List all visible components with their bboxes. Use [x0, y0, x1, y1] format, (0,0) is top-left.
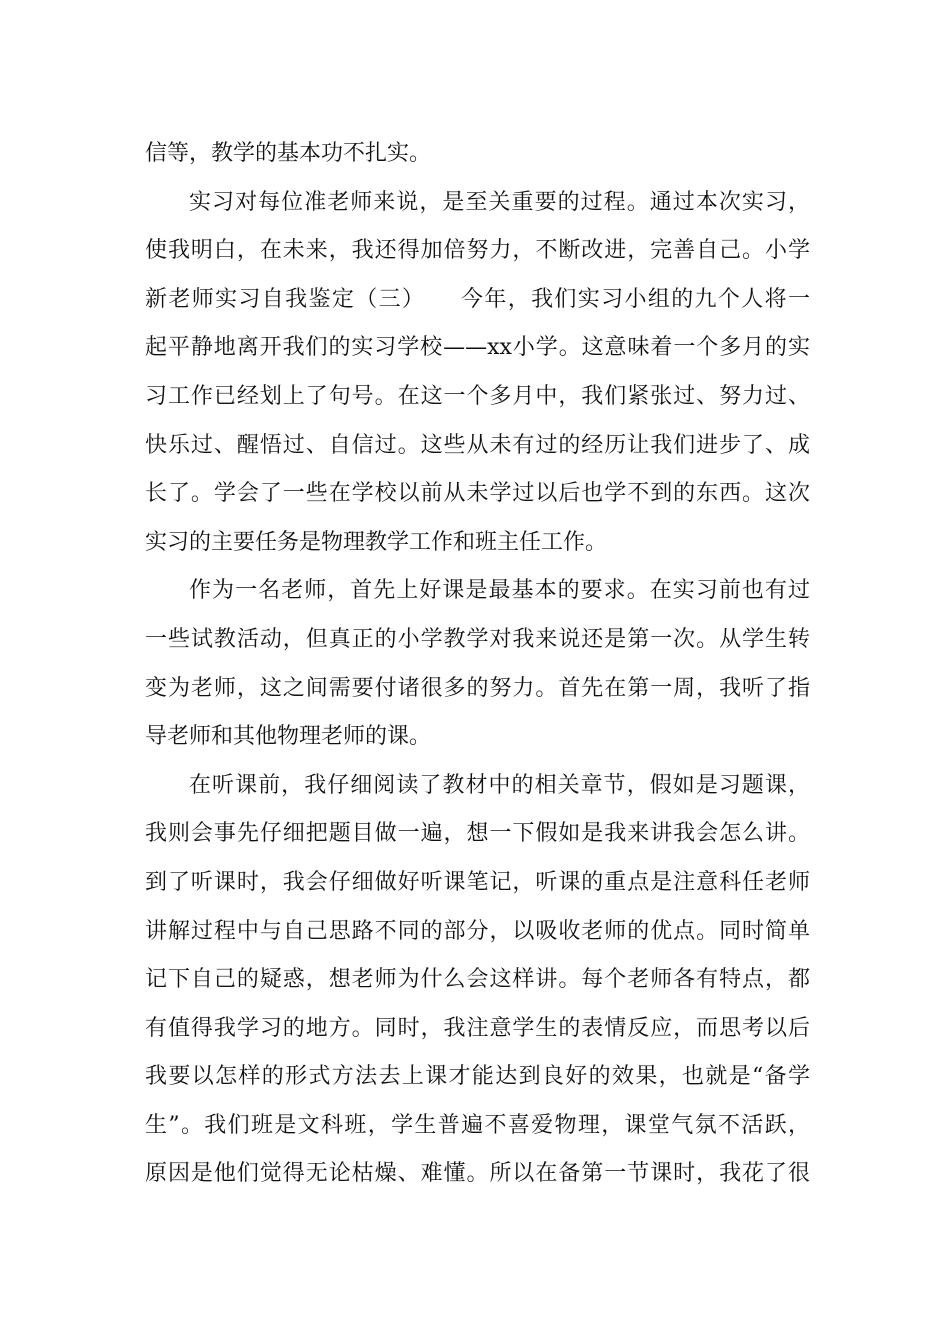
text-line: 一些试教活动，但真正的小学教学对我来说还是第一次。从学生转	[145, 626, 810, 652]
paragraph-start-line: 实习对每位准老师来说，是至关重要的过程。通过本次实习，	[189, 189, 810, 215]
text-line: 生”。我们班是文科班，学生普遍不喜爱物理，课堂气氛不活跃，	[145, 1112, 810, 1138]
document-body	[145, 130, 810, 1199]
text-line: 起平静地离开我们的实习学校——xx小学。这意味着一个多月的实	[145, 335, 810, 361]
text-line: 变为老师，这之间需要付诸很多的努力。首先在第一周，我听了指	[145, 675, 810, 701]
text-line: 使我明白，在未来，我还得加倍努力，不断改进，完善自己。小学	[145, 238, 810, 264]
paragraph-start-line: 在听课前，我仔细阅读了教材中的相关章节，假如是习题课，	[189, 772, 810, 798]
text-line: 信等，教学的基本功不扎实。	[145, 141, 432, 166]
text-line: 我要以怎样的形式方法去上课才能达到良好的效果，也就是“备学	[145, 1064, 810, 1090]
text-line: 导老师和其他物理老师的课。	[145, 724, 432, 750]
text-line: 记下自己的疑惑，想老师为什么会这样讲。每个老师各有特点，都	[145, 967, 810, 993]
text-line: 有值得我学习的地方。同时，我注意学生的表情反应，而思考以后	[145, 1015, 810, 1041]
text-line: 讲解过程中与自己思路不同的部分，以吸收老师的优点。同时简单	[145, 918, 810, 944]
text-line: 实习的主要任务是物理教学工作和班主任工作。	[145, 529, 608, 555]
text-line: 原因是他们觉得无论枯燥、难懂。所以在备第一节课时，我花了很	[145, 1161, 810, 1187]
paragraph-start-line: 作为一名老师，首先上好课是最基本的要求。在实习前也有过	[189, 578, 810, 604]
text-line: 我则会事先仔细把题目做一遍，想一下假如是我来讲我会怎么讲。	[145, 821, 810, 847]
text-line: 到了听课时，我会仔细做好听课笔记，听课的重点是注意科任老师	[145, 869, 810, 895]
text-line: 新老师实习自我鉴定（三） 今年，我们实习小组的九个人将一	[145, 286, 810, 312]
text-line: 长了。学会了一些在学校以前从未学过以后也学不到的东西。这次	[145, 481, 810, 507]
text-line: 习工作已经划上了句号。在这一个多月中，我们紧张过、努力过、	[145, 383, 810, 409]
text-line: 快乐过、醒悟过、自信过。这些从未有过的经历让我们进步了、成	[145, 432, 810, 458]
